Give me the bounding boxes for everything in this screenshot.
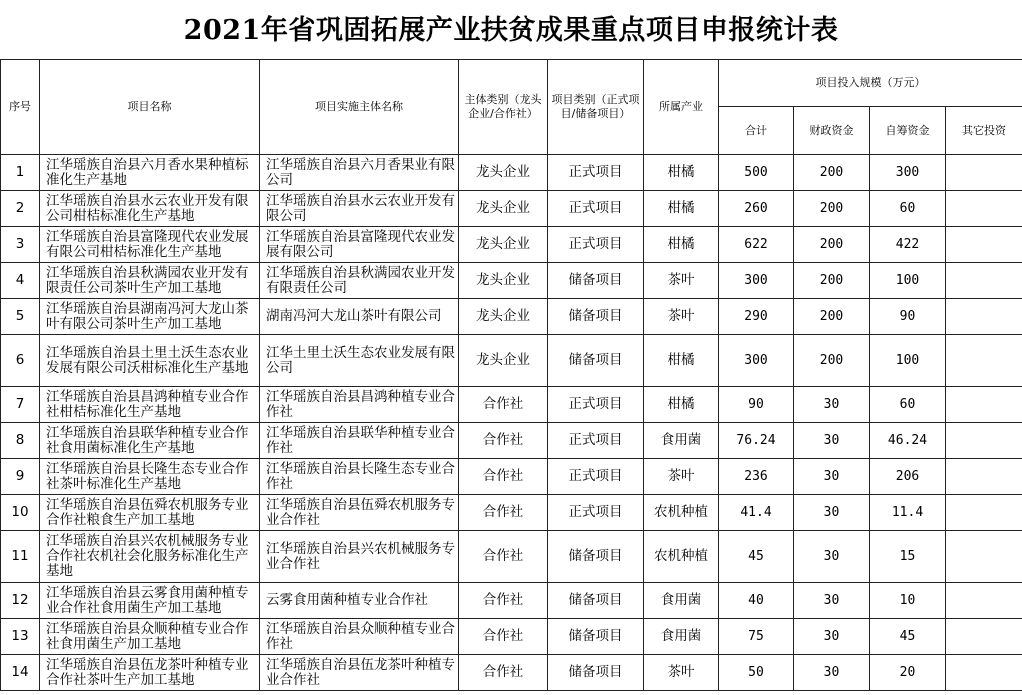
row-entity-name: 江华瑶族自治县水云农业开发有限公司 <box>260 191 459 227</box>
row-seq: 11 <box>1 531 40 583</box>
row-self: 100 <box>870 335 946 387</box>
row-entity-type: 合作社 <box>459 583 548 619</box>
row-entity-type: 龙头企业 <box>459 263 548 299</box>
row-fiscal: 200 <box>794 155 870 191</box>
header-fiscal: 财政资金 <box>794 107 870 155</box>
row-project-name: 江华瑶族自治县兴农机械服务专业合作社农机社会化服务标准化生产基地 <box>40 531 260 583</box>
header-self: 自筹资金 <box>870 107 946 155</box>
row-entity-type: 龙头企业 <box>459 227 548 263</box>
table-row <box>1 263 1022 299</box>
row-entity-name: 江华瑶族自治县昌鸿种植专业合作社 <box>260 387 459 423</box>
row-project-type: 正式项目 <box>548 459 644 495</box>
row-project-name: 江华瑶族自治县伍龙茶叶种植专业合作社茶叶生产加工基地 <box>40 655 260 691</box>
row-project-type: 正式项目 <box>548 155 644 191</box>
row-industry: 柑橘 <box>644 191 719 227</box>
row-other <box>946 227 1022 263</box>
row-project-name: 江华瑶族自治县水云农业开发有限公司柑桔标准化生产基地 <box>40 191 260 227</box>
header-investment-group: 项目投入规模（万元） <box>719 60 1022 107</box>
row-other <box>946 423 1022 459</box>
row-entity-name: 湖南冯河大龙山茶叶有限公司 <box>260 299 459 335</box>
row-other <box>946 191 1022 227</box>
header-project-name: 项目名称 <box>40 60 260 155</box>
row-seq: 5 <box>1 299 40 335</box>
row-total: 41.4 <box>719 495 794 531</box>
row-seq: 6 <box>1 335 40 387</box>
row-entity-name: 江华瑶族自治县众顺种植专业合作社 <box>260 619 459 655</box>
row-industry: 农机种植 <box>644 495 719 531</box>
row-total: 236 <box>719 459 794 495</box>
row-project-type: 储备项目 <box>548 619 644 655</box>
row-project-name: 江华瑶族自治县六月香水果种植标准化生产基地 <box>40 155 260 191</box>
row-seq: 12 <box>1 583 40 619</box>
row-self: 20 <box>870 655 946 691</box>
row-seq: 10 <box>1 495 40 531</box>
row-self: 100 <box>870 263 946 299</box>
row-industry: 农机种植 <box>644 531 719 583</box>
row-industry: 柑橘 <box>644 227 719 263</box>
project-table <box>0 59 1022 691</box>
row-self: 46.24 <box>870 423 946 459</box>
row-industry: 茶叶 <box>644 655 719 691</box>
row-entity-type: 合作社 <box>459 619 548 655</box>
row-fiscal: 30 <box>794 495 870 531</box>
table-row <box>1 655 1022 691</box>
row-total: 622 <box>719 227 794 263</box>
row-entity-type: 龙头企业 <box>459 155 548 191</box>
row-project-name: 江华瑶族自治县土里土沃生态农业发展有限公司沃柑标准化生产基地 <box>40 335 260 387</box>
table-row <box>1 619 1022 655</box>
row-total: 90 <box>719 387 794 423</box>
table-row <box>1 227 1022 263</box>
row-entity-type: 龙头企业 <box>459 299 548 335</box>
row-project-name: 江华瑶族自治县昌鸿种植专业合作社柑桔标准化生产基地 <box>40 387 260 423</box>
row-self: 90 <box>870 299 946 335</box>
row-other <box>946 459 1022 495</box>
row-industry: 柑橘 <box>644 387 719 423</box>
row-project-name: 江华瑶族自治县云雾食用菌种植专业合作社食用菌生产加工基地 <box>40 583 260 619</box>
row-fiscal: 200 <box>794 263 870 299</box>
row-seq: 8 <box>1 423 40 459</box>
row-fiscal: 200 <box>794 335 870 387</box>
row-project-name: 江华瑶族自治县伍舜农机服务专业合作社粮食生产加工基地 <box>40 495 260 531</box>
header-industry: 所属产业 <box>644 60 719 155</box>
row-industry: 食用菌 <box>644 423 719 459</box>
row-seq: 9 <box>1 459 40 495</box>
row-entity-name: 江华瑶族自治县秋满园农业开发有限责任公司 <box>260 263 459 299</box>
row-total: 260 <box>719 191 794 227</box>
row-total: 45 <box>719 531 794 583</box>
row-self: 206 <box>870 459 946 495</box>
row-other <box>946 655 1022 691</box>
row-project-type: 正式项目 <box>548 495 644 531</box>
row-industry: 柑橘 <box>644 155 719 191</box>
header-seq: 序号 <box>1 60 40 155</box>
table-row <box>1 459 1022 495</box>
row-other <box>946 531 1022 583</box>
row-entity-name: 江华瑶族自治县联华种植专业合作社 <box>260 423 459 459</box>
row-other <box>946 583 1022 619</box>
row-project-name: 江华瑶族自治县联华种植专业合作社食用菌标准化生产基地 <box>40 423 260 459</box>
row-entity-type: 龙头企业 <box>459 191 548 227</box>
row-other <box>946 263 1022 299</box>
row-self: 60 <box>870 387 946 423</box>
row-other <box>946 619 1022 655</box>
row-fiscal: 30 <box>794 655 870 691</box>
row-seq: 7 <box>1 387 40 423</box>
row-entity-type: 合作社 <box>459 531 548 583</box>
row-fiscal: 30 <box>794 423 870 459</box>
table-row <box>1 531 1022 583</box>
row-entity-type: 合作社 <box>459 655 548 691</box>
row-total: 300 <box>719 335 794 387</box>
row-entity-type: 合作社 <box>459 387 548 423</box>
row-self: 422 <box>870 227 946 263</box>
row-seq: 3 <box>1 227 40 263</box>
table-row <box>1 423 1022 459</box>
row-self: 11.4 <box>870 495 946 531</box>
header-entity-type: 主体类别（龙头企业/合作社） <box>459 60 548 155</box>
row-entity-name: 云雾食用菌种植专业合作社 <box>260 583 459 619</box>
row-other <box>946 335 1022 387</box>
row-total: 76.24 <box>719 423 794 459</box>
row-industry: 茶叶 <box>644 459 719 495</box>
row-seq: 13 <box>1 619 40 655</box>
row-project-type: 正式项目 <box>548 227 644 263</box>
row-industry: 茶叶 <box>644 263 719 299</box>
row-entity-name: 江华瑶族自治县兴农机械服务专业合作社 <box>260 531 459 583</box>
table-row <box>1 583 1022 619</box>
row-entity-type: 合作社 <box>459 423 548 459</box>
row-industry: 柑橘 <box>644 335 719 387</box>
row-total: 500 <box>719 155 794 191</box>
row-self: 45 <box>870 619 946 655</box>
row-project-type: 储备项目 <box>548 263 644 299</box>
header-entity-name: 项目实施主体名称 <box>260 60 459 155</box>
row-project-type: 正式项目 <box>548 191 644 227</box>
row-fiscal: 30 <box>794 459 870 495</box>
row-industry: 食用菌 <box>644 619 719 655</box>
row-self: 60 <box>870 191 946 227</box>
row-project-type: 正式项目 <box>548 387 644 423</box>
table-row <box>1 191 1022 227</box>
row-project-type: 正式项目 <box>548 423 644 459</box>
row-fiscal: 30 <box>794 619 870 655</box>
row-self: 300 <box>870 155 946 191</box>
row-other <box>946 299 1022 335</box>
row-project-name: 江华瑶族自治县秋满园农业开发有限责任公司茶叶生产加工基地 <box>40 263 260 299</box>
row-total: 75 <box>719 619 794 655</box>
row-project-type: 储备项目 <box>548 583 644 619</box>
row-self: 15 <box>870 531 946 583</box>
row-entity-name: 江华瑶族自治县富隆现代农业发展有限公司 <box>260 227 459 263</box>
header-total: 合计 <box>719 107 794 155</box>
row-project-name: 江华瑶族自治县长隆生态专业合作社茶叶标准化生产基地 <box>40 459 260 495</box>
row-entity-name: 江华瑶族自治县长隆生态专业合作社 <box>260 459 459 495</box>
row-project-type: 储备项目 <box>548 531 644 583</box>
row-entity-name: 江华瑶族自治县伍舜农机服务专业合作社 <box>260 495 459 531</box>
row-industry: 食用菌 <box>644 583 719 619</box>
table-row <box>1 299 1022 335</box>
row-industry: 茶叶 <box>644 299 719 335</box>
table-row <box>1 155 1022 191</box>
row-total: 300 <box>719 263 794 299</box>
row-entity-name: 江华土里土沃生态农业发展有限公司 <box>260 335 459 387</box>
table-row <box>1 387 1022 423</box>
row-project-type: 储备项目 <box>548 299 644 335</box>
row-entity-type: 合作社 <box>459 495 548 531</box>
row-other <box>946 387 1022 423</box>
table-row <box>1 335 1022 387</box>
row-seq: 14 <box>1 655 40 691</box>
row-other <box>946 495 1022 531</box>
row-self: 10 <box>870 583 946 619</box>
row-fiscal: 200 <box>794 191 870 227</box>
row-fiscal: 200 <box>794 227 870 263</box>
row-project-name: 江华瑶族自治县湖南冯河大龙山茶叶有限公司茶叶生产加工基地 <box>40 299 260 335</box>
row-seq: 4 <box>1 263 40 299</box>
row-project-type: 储备项目 <box>548 655 644 691</box>
row-seq: 1 <box>1 155 40 191</box>
table-row <box>1 495 1022 531</box>
row-entity-name: 江华瑶族自治县伍龙茶叶种植专业合作社 <box>260 655 459 691</box>
row-entity-type: 合作社 <box>459 459 548 495</box>
row-other <box>946 155 1022 191</box>
row-project-name: 江华瑶族自治县富隆现代农业发展有限公司柑桔标准化生产基地 <box>40 227 260 263</box>
header-other: 其它投资 <box>946 107 1022 155</box>
row-fiscal: 200 <box>794 299 870 335</box>
row-total: 290 <box>719 299 794 335</box>
page-title: 2021年省巩固拓展产业扶贫成果重点项目申报统计表 <box>183 15 839 46</box>
row-fiscal: 30 <box>794 583 870 619</box>
row-fiscal: 30 <box>794 531 870 583</box>
row-project-type: 储备项目 <box>548 335 644 387</box>
header-project-type: 项目类别（正式项目/储备项目） <box>548 60 644 155</box>
row-project-name: 江华瑶族自治县众顺种植专业合作社食用菌生产加工基地 <box>40 619 260 655</box>
row-seq: 2 <box>1 191 40 227</box>
row-total: 50 <box>719 655 794 691</box>
row-fiscal: 30 <box>794 387 870 423</box>
row-entity-name: 江华瑶族自治县六月香果业有限公司 <box>260 155 459 191</box>
row-entity-type: 龙头企业 <box>459 335 548 387</box>
row-total: 40 <box>719 583 794 619</box>
